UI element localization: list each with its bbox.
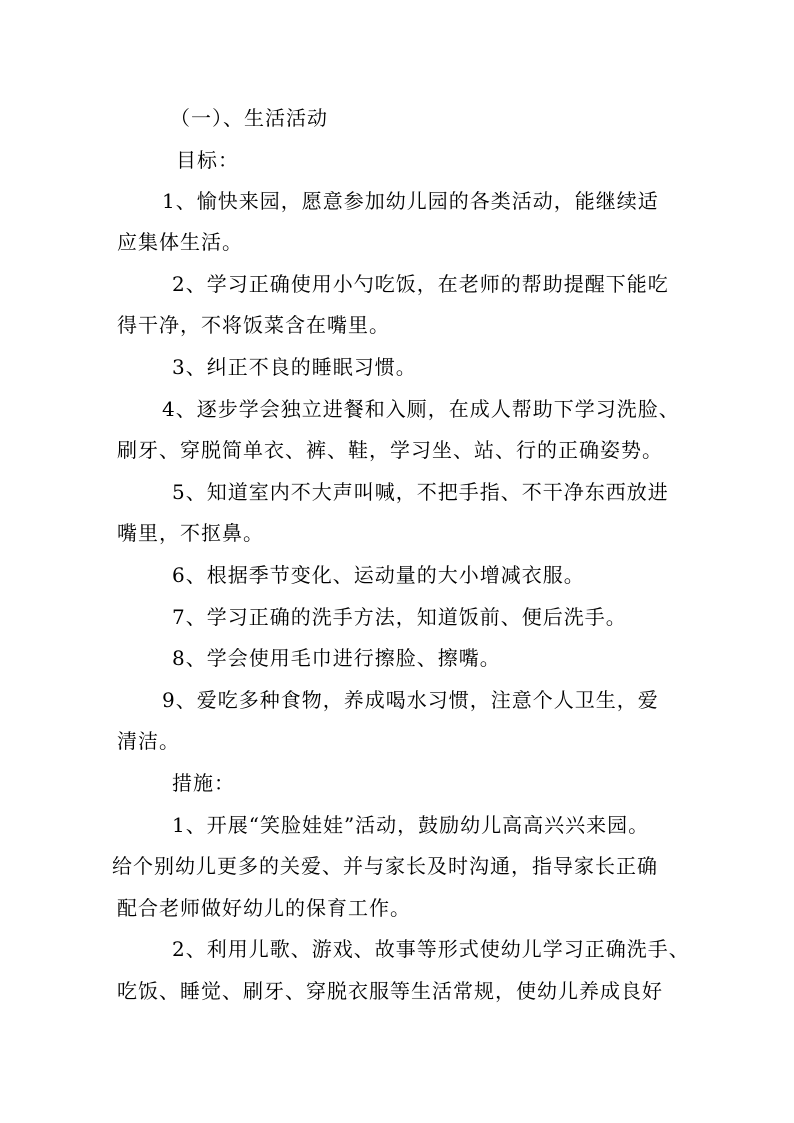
measure-item-2-line-1: 2、利用儿歌、游戏、故事等形式使幼儿学习正确洗手、 [172,937,690,961]
measure-item-2-line-2: 吃饭、睡觉、刷牙、穿脱衣服等生活常规，使幼儿养成良好 [117,979,663,1003]
measure-item-1-line-2: 给个别幼儿更多的关爱、并与家长及时沟通，指导家长正确 [112,854,658,878]
goal-item-7-line-1: 7、学习正确的洗手方法，知道饭前、便后洗手。 [172,605,627,629]
goal-item-1-line-2: 应集体生活。 [117,230,243,254]
goal-item-8-line-1: 8、学会使用毛巾进行擦脸、擦嘴。 [172,646,501,670]
goal-item-9-line-2: 清洁。 [117,729,180,753]
measure-item-1-line-3: 配合老师做好幼儿的保育工作。 [117,896,411,920]
goal-item-4-line-1: 4、逐步学会独立进餐和入厕，在成人帮助下学习洗脸、 [162,397,680,421]
goal-item-6-line-1: 6、根据季节变化、运动量的大小增减衣服。 [172,563,585,587]
goal-item-2-line-2: 得干净，不将饭菜含在嘴里。 [117,313,390,337]
goal-item-3-line-1: 3、纠正不良的睡眠习惯。 [172,355,417,379]
section-heading: （一）、生活活动 [170,106,328,130]
goal-item-5-line-1: 5、知道室内不大声叫喊，不把手指、不干净东西放进 [172,480,669,504]
measures-label: 措施： [172,771,235,795]
measure-item-1-line-1: 1、开展“笑脸娃娃”活动，鼓励幼儿高高兴兴来园。 [172,813,650,837]
goals-label: 目标： [176,148,239,172]
goal-item-9-line-1: 9、爱吃多种食物，养成喝水习惯，注意个人卫生，爱 [162,688,659,712]
goal-item-5-line-2: 嘴里，不抠鼻。 [117,521,264,545]
goal-item-4-line-2: 刷牙、穿脱简单衣、裤、鞋，学习坐、站、行的正确姿势。 [117,438,663,462]
goal-item-2-line-1: 2、学习正确使用小勺吃饭，在老师的帮助提醒下能吃 [172,272,669,296]
goal-item-1-line-1: 1、愉快来园，愿意参加幼儿园的各类活动，能继续适 [162,189,659,213]
